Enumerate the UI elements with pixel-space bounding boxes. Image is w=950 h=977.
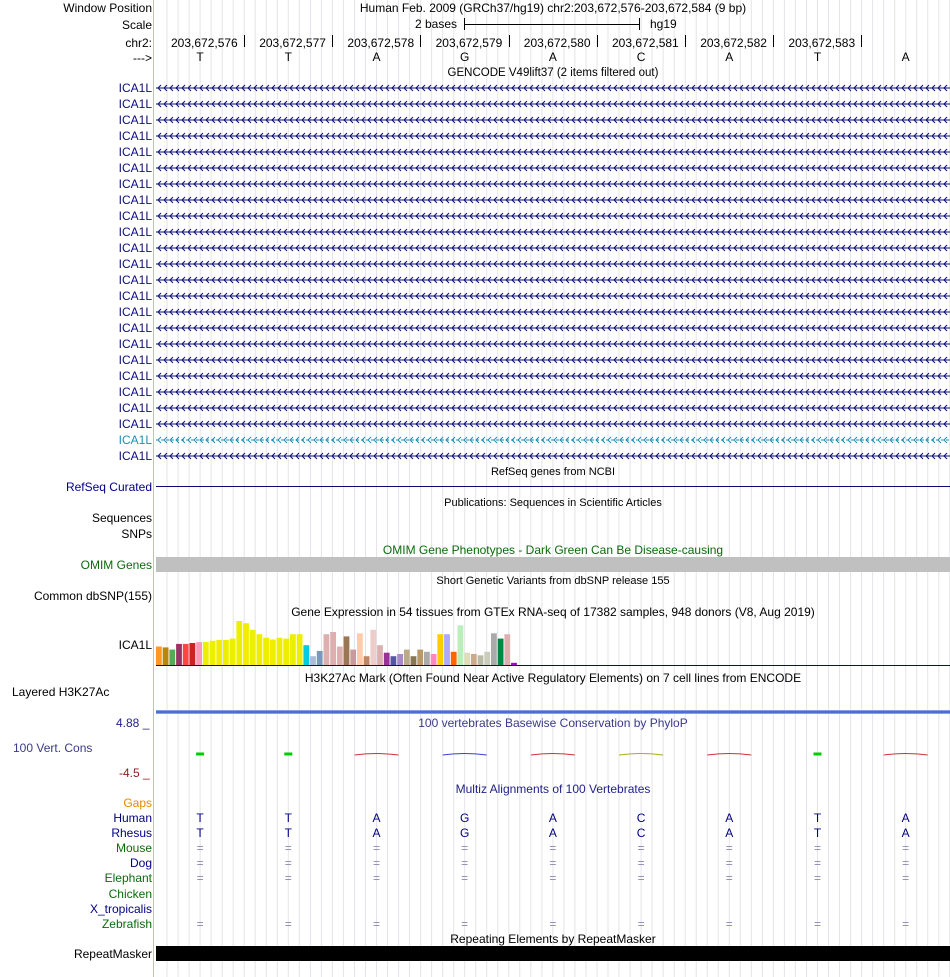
base-letter: A [725, 50, 734, 64]
gtex-tissue-bar[interactable] [196, 642, 202, 665]
alignment-base: = [196, 916, 204, 931]
coordinate-label: 203,672,576 [171, 36, 238, 50]
gencode-item-label[interactable]: ICA1L [118, 113, 152, 127]
alignment-base: = [725, 856, 733, 871]
chrom-label: chr2: [125, 36, 152, 50]
gtex-tissue-bar[interactable] [397, 654, 403, 665]
gencode-transcript[interactable] [156, 370, 950, 382]
base-letter: T [196, 50, 204, 64]
gtex-tissue-bar[interactable] [370, 630, 376, 665]
alignment-base: G [460, 811, 470, 825]
alignment-base: = [902, 916, 910, 931]
gencode-item-label[interactable]: ICA1L [118, 369, 152, 383]
alignment-base: = [813, 856, 821, 871]
gtex-tissue-bar[interactable] [230, 639, 236, 665]
alignment-base: = [372, 856, 380, 871]
phylop-wiggle[interactable] [156, 745, 950, 765]
gencode-transcript[interactable] [156, 210, 950, 222]
gtex-tissue-bar[interactable] [330, 632, 336, 665]
phylop-track-label[interactable]: 100 Vert. Cons [13, 741, 93, 755]
gencode-transcript[interactable] [156, 146, 950, 158]
gtex-tissue-bar[interactable] [210, 641, 216, 665]
gtex-tissue-bar[interactable] [431, 654, 437, 665]
alignment-base: = [549, 916, 557, 931]
gencode-transcript[interactable] [156, 162, 950, 174]
alignment-base: = [813, 916, 821, 931]
gencode-transcript[interactable] [156, 242, 950, 254]
alignment-base: A [725, 826, 734, 841]
alignment-base: A [548, 826, 557, 841]
gencode-transcript[interactable] [156, 338, 950, 350]
alignment-base: = [196, 856, 204, 871]
multiz-species-label[interactable]: Mouse [115, 841, 152, 856]
window-position-label: Window Position [63, 1, 152, 15]
gtex-tissue-bar[interactable] [183, 644, 189, 665]
multiz-species-label[interactable]: Chicken [108, 886, 152, 901]
window-position-text: Human Feb. 2009 (GRCh37/hg19) chr2:203,672,576-203,672,584 (9 bp) [359, 1, 747, 15]
alignment-base: T [813, 811, 822, 825]
gtex-tissue-bar[interactable] [478, 655, 484, 665]
gtex-tissue-bar[interactable] [498, 639, 504, 665]
base-letter: T [813, 50, 822, 64]
alignment-base: A [901, 826, 910, 841]
gtex-tissue-bar[interactable] [257, 634, 263, 665]
coordinate-label: 203,672,577 [259, 36, 326, 50]
scale-assembly: hg19 [650, 17, 677, 31]
gtex-tissue-bar[interactable] [243, 623, 249, 665]
alignment-base: = [637, 856, 645, 871]
gencode-transcript[interactable] [156, 418, 950, 430]
gtex-tissue-bar[interactable] [337, 647, 343, 666]
dbsnp-track-title: Short Genetic Variants from dbSNP release 155 [436, 575, 670, 587]
gtex-tissue-bar[interactable] [216, 640, 222, 665]
gtex-tissue-bar[interactable] [310, 656, 316, 665]
alignment-base: T [196, 826, 204, 841]
gtex-tissue-bar[interactable] [504, 634, 510, 665]
gtex-tissue-bar[interactable] [277, 638, 283, 665]
alignment-base: A [901, 811, 910, 825]
gencode-transcript[interactable] [156, 226, 950, 238]
gtex-tissue-bar[interactable] [411, 656, 417, 665]
multiz-species-label[interactable]: Elephant [104, 871, 152, 886]
coordinate-label: 203,672,582 [700, 36, 767, 50]
coordinate-tick [509, 35, 510, 47]
alignment-base: = [902, 871, 910, 886]
coordinate-tick [332, 35, 333, 47]
gtex-tissue-bar[interactable] [458, 625, 464, 665]
base-letter: A [901, 50, 910, 64]
phylop-score-mark [443, 754, 487, 756]
gencode-item-label[interactable]: ICA1L [118, 129, 152, 143]
gtex-tissue-bar[interactable] [364, 656, 370, 665]
gencode-transcript[interactable] [156, 450, 950, 462]
base-letter: A [548, 50, 557, 64]
multiz-species-label[interactable]: X_tropicalis [89, 901, 152, 916]
multiz-species-label[interactable]: Rhesus [111, 826, 152, 841]
refseq-gene-line[interactable] [156, 486, 950, 487]
phylop-track-title: 100 vertebrates Basewise Conservation by PhyloP [418, 716, 688, 730]
gtex-tissue-bar[interactable] [417, 650, 423, 665]
alignment-base: = [725, 871, 733, 886]
alignment-base: A [725, 811, 734, 825]
gencode-item-label[interactable]: ICA1L [118, 193, 152, 207]
gencode-item-label[interactable]: ICA1L [118, 97, 152, 111]
alignment-base: C [636, 826, 646, 841]
gencode-transcript[interactable] [156, 274, 950, 286]
gencode-item-label[interactable]: ICA1L [118, 417, 152, 431]
phylop-score-mark [531, 754, 575, 756]
omim-gene-bar[interactable] [156, 557, 950, 572]
gencode-item-label[interactable]: ICA1L [118, 337, 152, 351]
gencode-transcript[interactable] [156, 354, 950, 366]
gtex-tissue-bar[interactable] [357, 633, 363, 665]
alignment-base: = [725, 916, 733, 931]
gtex-track-title: Gene Expression in 54 tissues from GTEx RNA-seq of 17382 samples, 948 donors (V8, Aug 2019) [291, 605, 815, 619]
coordinate-label: 203,672,579 [435, 36, 503, 50]
gtex-tissue-bar[interactable] [297, 634, 303, 665]
gtex-tissue-bar[interactable] [344, 636, 350, 665]
alignment-base: = [637, 841, 645, 856]
multiz-track-title: Multiz Alignments of 100 Vertebrates [455, 782, 651, 796]
gencode-item-label[interactable]: ICA1L [118, 257, 152, 271]
coordinate-tick [597, 35, 598, 47]
phylop-ymin: -4.5 _ [119, 766, 150, 780]
publications-sequences-label[interactable]: Sequences [91, 511, 152, 525]
alignment-base: T [284, 811, 292, 825]
phylop-ymax: 4.88 _ [116, 716, 150, 730]
gencode-item-label[interactable]: ICA1L [118, 177, 152, 191]
scale-bar [464, 17, 640, 31]
multiz-species-label[interactable]: Zebrafish [101, 916, 152, 931]
alignment-base: = [549, 841, 557, 856]
alignment-base: A [372, 826, 381, 841]
gencode-transcript[interactable] [156, 258, 950, 270]
gtex-tissue-bar[interactable] [303, 645, 309, 665]
alignment-base: = [196, 841, 204, 856]
repeatmasker-track-label[interactable]: RepeatMasker [73, 947, 152, 961]
gtex-bar-chart[interactable] [156, 619, 556, 666]
gencode-item-label[interactable]: ICA1L [118, 161, 152, 175]
omim-track-title: OMIM Gene Phenotypes - Dark Green Can Be Disease-causing [382, 543, 724, 557]
h3k27ac-track-title: H3K27Ac Mark (Often Found Near Active Regulatory Elements) on 7 cell lines from ENCODE [304, 671, 802, 685]
coordinate-label: 203,672,581 [612, 36, 679, 50]
gencode-transcript[interactable] [156, 194, 950, 206]
gtex-tissue-bar[interactable] [350, 650, 356, 665]
gtex-tissue-bar[interactable] [270, 640, 276, 666]
alignment-base: = [372, 916, 380, 931]
gtex-tissue-bar[interactable] [283, 639, 289, 665]
multiz-species-label[interactable]: Human [113, 811, 152, 825]
alignment-base: T [813, 826, 822, 841]
alignment-base: T [284, 826, 292, 841]
alignment-base: A [372, 811, 381, 825]
alignment-base: = [549, 856, 557, 871]
gencode-transcript[interactable] [156, 402, 950, 414]
gtex-tissue-bar[interactable] [190, 643, 196, 665]
alignment-base: = [461, 856, 469, 871]
gtex-tissue-bar[interactable] [236, 621, 242, 665]
alignment-base: = [637, 916, 645, 931]
gtex-tissue-bar[interactable] [290, 634, 296, 665]
gtex-tissue-bar[interactable] [484, 652, 490, 665]
alignment-base: = [725, 841, 733, 856]
alignment-base: = [813, 841, 821, 856]
gtex-tissue-bar[interactable] [424, 652, 430, 665]
gtex-tissue-bar[interactable] [377, 645, 383, 665]
scale-value: 2 bases [415, 17, 458, 31]
alignment-base: = [284, 856, 292, 871]
alignment-base: = [902, 841, 910, 856]
gtex-tissue-bar[interactable] [464, 653, 470, 665]
gtex-tissue-bar[interactable] [156, 647, 162, 666]
strand-label: ---> [133, 51, 152, 65]
h3k27ac-track-label[interactable]: Layered H3K27Ac [12, 685, 110, 699]
gencode-transcript[interactable] [156, 114, 950, 126]
gencode-item-label[interactable]: ICA1L [118, 385, 152, 399]
gtex-tissue-bar[interactable] [324, 634, 330, 665]
gtex-tissue-bar[interactable] [404, 650, 410, 665]
gencode-transcript[interactable] [156, 306, 950, 318]
refseq-track-title: RefSeq genes from NCBI [490, 466, 616, 478]
alignment-base: C [636, 811, 646, 825]
gtex-tissue-bar[interactable] [471, 654, 477, 665]
phylop-score-mark [619, 754, 663, 756]
gtex-baseline [156, 665, 950, 666]
coordinate-label: 203,672,578 [347, 36, 415, 50]
multiz-species-label[interactable]: Dog [129, 856, 152, 871]
gencode-transcript[interactable] [156, 130, 950, 142]
alignment-base: T [196, 811, 204, 825]
gtex-tissue-bar[interactable] [163, 647, 169, 665]
phylop-score-mark [707, 754, 751, 756]
omim-track-label[interactable]: OMIM Genes [80, 558, 152, 572]
gencode-item-label[interactable]: ICA1L [118, 241, 152, 255]
alignment-base: = [196, 871, 204, 886]
coordinate-tick [420, 35, 421, 47]
dbsnp-track-label[interactable]: Common dbSNP(155) [33, 589, 152, 603]
alignment-base: = [461, 841, 469, 856]
coordinate-tick [244, 35, 245, 47]
phylop-score-mark [884, 754, 928, 756]
gencode-item-label[interactable]: ICA1L [118, 449, 152, 463]
gencode-item-label[interactable]: ICA1L [118, 321, 152, 335]
gencode-item-label[interactable]: ICA1L [118, 289, 152, 303]
alignment-base: = [549, 871, 557, 886]
alignment-base: = [637, 871, 645, 886]
gencode-item-label[interactable]: ICA1L [118, 401, 152, 415]
gencode-transcript[interactable] [156, 290, 950, 302]
coordinate-tick [685, 35, 686, 47]
gencode-transcript[interactable] [156, 98, 950, 110]
alignment-base: = [284, 841, 292, 856]
gencode-transcript[interactable] [156, 178, 950, 190]
gtex-tissue-bar[interactable] [317, 651, 323, 665]
repeatmasker-bar[interactable] [156, 946, 950, 961]
label-divider [153, 0, 154, 977]
h3k27ac-signal-bar[interactable] [156, 710, 950, 714]
alignment-base: = [461, 871, 469, 886]
gtex-tissue-bar[interactable] [437, 634, 443, 665]
gencode-item-label[interactable]: ICA1L [118, 305, 152, 319]
gtex-tissue-bar[interactable] [391, 656, 397, 665]
gtex-tissue-bar[interactable] [203, 642, 209, 665]
gtex-tissue-bar[interactable] [444, 634, 450, 665]
gencode-item-label[interactable]: ICA1L [118, 209, 152, 223]
gencode-item-label[interactable]: ICA1L [118, 353, 152, 367]
alignment-base: A [548, 811, 557, 825]
alignment-base: = [372, 841, 380, 856]
gencode-item-label[interactable]: ICA1L [118, 145, 152, 159]
gencode-item-label[interactable]: ICA1L [118, 81, 152, 95]
gtex-tissue-bar[interactable] [384, 653, 390, 665]
gtex-tissue-bar[interactable] [451, 652, 457, 665]
base-letter: T [284, 50, 292, 64]
alignment-base: = [902, 856, 910, 871]
alignment-base: G [460, 826, 470, 841]
gtex-tissue-bar[interactable] [491, 633, 497, 665]
publications-track-title: Publications: Sequences in Scientific Articles [444, 497, 662, 509]
gtex-tissue-bar[interactable] [263, 638, 269, 665]
gencode-track-title: GENCODE V49lift37 (2 items filtered out) [447, 67, 659, 79]
gencode-transcript[interactable] [156, 322, 950, 334]
gtex-tissue-bar[interactable] [176, 644, 182, 665]
gencode-item-label[interactable]: ICA1L [118, 433, 152, 447]
coordinate-tick [861, 35, 862, 47]
gencode-transcript[interactable] [156, 82, 950, 94]
coordinate-label: 203,672,583 [788, 36, 856, 50]
scale-label: Scale [121, 18, 152, 32]
base-letter: A [372, 50, 381, 64]
base-letter: C [636, 50, 646, 64]
gtex-gene-label[interactable]: ICA1L [118, 638, 152, 652]
base-letter: G [460, 50, 470, 64]
publications-snps-label[interactable]: SNPs [121, 527, 152, 541]
gtex-tissue-bar[interactable] [169, 650, 175, 665]
gtex-tissue-bar[interactable] [223, 640, 229, 665]
gtex-tissue-bar[interactable] [250, 630, 256, 665]
gencode-transcript[interactable] [156, 386, 950, 398]
alignment-base: = [813, 871, 821, 886]
alignment-base: = [461, 916, 469, 931]
gencode-item-label[interactable]: ICA1L [118, 273, 152, 287]
multiz-gaps-label[interactable]: Gaps [123, 796, 152, 810]
coordinate-label: 203,672,580 [523, 36, 591, 50]
phylop-score-mark [355, 754, 399, 756]
alignment-base: = [284, 871, 292, 886]
alignment-base: = [372, 871, 380, 886]
coordinate-tick [773, 35, 774, 47]
gencode-item-label[interactable]: ICA1L [118, 225, 152, 239]
refseq-track-label[interactable]: RefSeq Curated [65, 480, 152, 494]
gencode-transcript[interactable] [156, 434, 950, 446]
repeatmasker-track-title: Repeating Elements by RepeatMasker [450, 932, 656, 946]
alignment-base: = [284, 916, 292, 931]
